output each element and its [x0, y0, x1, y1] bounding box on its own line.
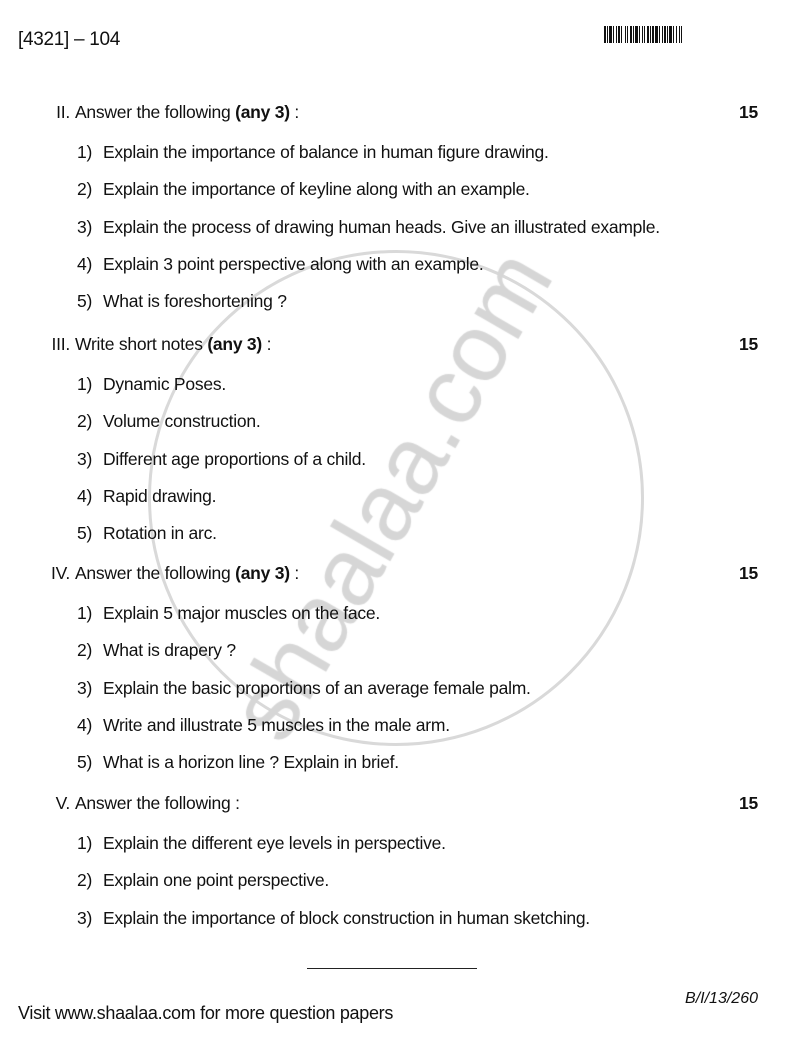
question-text: Explain the process of drawing human heads. Give an illustrated example. — [103, 216, 660, 237]
section-title: Answer the following — [75, 563, 236, 583]
question-number: 4) — [77, 714, 93, 735]
section-qualifier: (any 3) — [207, 334, 262, 354]
question-number: 5) — [77, 523, 93, 544]
question-text: Rotation in arc. — [103, 523, 217, 544]
question-number: 1) — [77, 833, 93, 853]
question-text: Different age proportions of a child. — [103, 448, 366, 469]
section-numeral: IV. — [50, 563, 70, 583]
end-divider — [307, 968, 477, 969]
question-text: Explain the importance of keyline along with an example. — [103, 179, 530, 200]
question-number: 2) — [77, 640, 93, 661]
question-text: Explain one point perspective. — [103, 870, 329, 891]
question-number: 1) — [77, 374, 93, 394]
question-text: Write and illustrate 5 muscles in the male arm. — [103, 714, 450, 735]
section-title: Answer the following — [75, 102, 236, 122]
question-number: 2) — [77, 179, 93, 200]
question-text: What is foreshortening ? — [103, 291, 287, 312]
paper-code: [4321] – 104 — [18, 29, 121, 50]
question-number: 2) — [77, 411, 93, 432]
paper-reference-code: B/I/13/260 — [685, 990, 758, 1007]
footer-visit-link[interactable]: Visit www.shaalaa.com for more question papers — [18, 1003, 394, 1023]
section-marks: 15 — [739, 102, 758, 122]
question-number: 1) — [77, 603, 93, 623]
section-marks: 15 — [739, 563, 758, 583]
question-text: Rapid drawing. — [103, 485, 217, 506]
section-heading — [75, 563, 299, 583]
question-text: Explain the importance of block construction in human sketching. — [103, 907, 590, 928]
section-title: Write short notes — [75, 334, 208, 354]
question-text: Volume construction. — [103, 411, 261, 432]
section-heading — [75, 102, 299, 122]
section-suffix: : — [289, 102, 300, 122]
question-text: What is drapery ? — [103, 640, 236, 661]
question-text: What is a horizon line ? Explain in brief. — [103, 752, 399, 773]
question-number: 2) — [77, 870, 93, 891]
question-text: Explain the basic proportions of an average female palm. — [103, 677, 531, 698]
question-number: 4) — [77, 485, 93, 506]
question-number: 3) — [77, 907, 93, 928]
section-suffix: : — [289, 563, 300, 583]
question-number: 5) — [77, 291, 93, 312]
question-text: Explain the importance of balance in human figure drawing. — [103, 142, 549, 162]
section-marks: 15 — [739, 334, 758, 354]
section-heading — [75, 793, 240, 813]
question-number: 4) — [77, 253, 93, 274]
question-number: 3) — [77, 216, 93, 237]
question-text: Dynamic Poses. — [103, 374, 226, 394]
section-numeral: II. — [56, 102, 70, 122]
section-numeral: III. — [51, 334, 70, 354]
section-suffix: : — [230, 793, 240, 813]
section-qualifier: (any 3) — [235, 102, 290, 122]
question-text: Explain 5 major muscles on the face. — [103, 603, 380, 623]
question-text: Explain the different eye levels in perspective. — [103, 833, 446, 853]
section-heading — [75, 334, 271, 354]
section-suffix: : — [261, 334, 272, 354]
section-title: Answer the following — [75, 793, 231, 813]
question-text: Explain 3 point perspective along with an example. — [103, 253, 484, 274]
question-number: 5) — [77, 752, 93, 773]
section-qualifier: (any 3) — [235, 563, 290, 583]
section-numeral: V. — [55, 793, 70, 813]
question-number: 3) — [77, 677, 93, 698]
question-number: 1) — [77, 142, 93, 162]
question-number: 3) — [77, 448, 93, 469]
section-marks: 15 — [739, 793, 758, 813]
